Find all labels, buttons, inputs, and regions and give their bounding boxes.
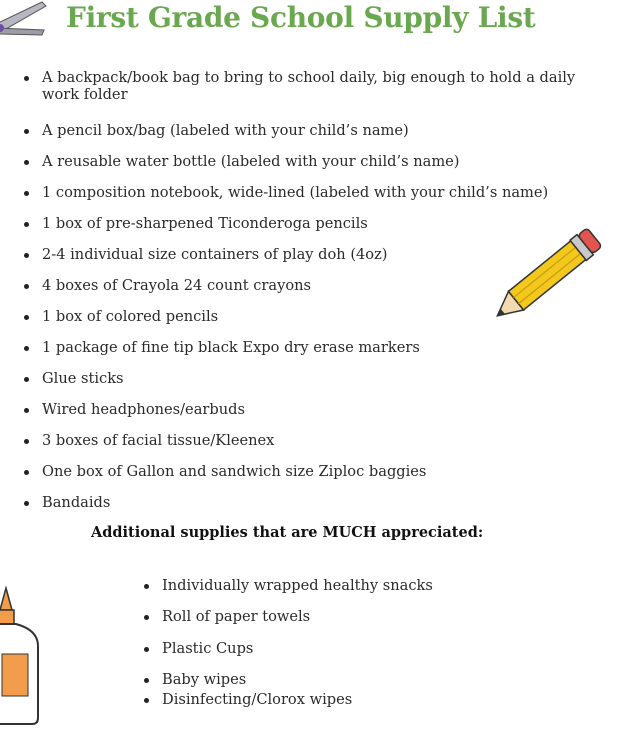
scissors-icon — [0, 0, 50, 40]
list-item: Individually wrapped healthy snacks — [162, 577, 582, 594]
list-item: 3 boxes of facial tissue/Kleenex — [42, 432, 612, 449]
list-item: Glue sticks — [42, 370, 612, 387]
pencil-icon — [478, 222, 610, 334]
list-item: Bandaids — [42, 494, 612, 511]
list-item: 1 package of fine tip black Expo dry erase markers — [42, 339, 612, 356]
glue-bottle-icon — [0, 586, 46, 726]
list-item: Disinfecting/Clorox wipes — [162, 691, 582, 708]
list-item: 4 boxes of Crayola 24 count crayons — [42, 277, 612, 294]
additional-heading: Additional supplies that are MUCH appreciated: — [91, 524, 484, 541]
list-item: Baby wipes — [162, 671, 582, 688]
list-item: 2-4 individual size containers of play doh (4oz) — [42, 246, 612, 263]
list-item: A pencil box/bag (labeled with your child’s name) — [42, 122, 612, 139]
list-item: Plastic Cups — [162, 640, 582, 657]
page-title: First Grade School Supply List — [66, 1, 536, 34]
list-item: 1 composition notebook, wide-lined (labeled with your child’s name) — [42, 184, 612, 201]
list-item: A reusable water bottle (labeled with your child’s name) — [42, 153, 612, 170]
list-item: 1 box of colored pencils — [42, 308, 612, 325]
list-item: 1 box of pre-sharpened Ticonderoga pencils — [42, 215, 612, 232]
list-item: Wired headphones/earbuds — [42, 401, 612, 418]
list-item: A backpack/book bag to bring to school daily, big enough to hold a daily work folder — [42, 69, 612, 103]
list-item: Roll of paper towels — [162, 608, 582, 625]
list-item: One box of Gallon and sandwich size Ziploc baggies — [42, 463, 612, 480]
